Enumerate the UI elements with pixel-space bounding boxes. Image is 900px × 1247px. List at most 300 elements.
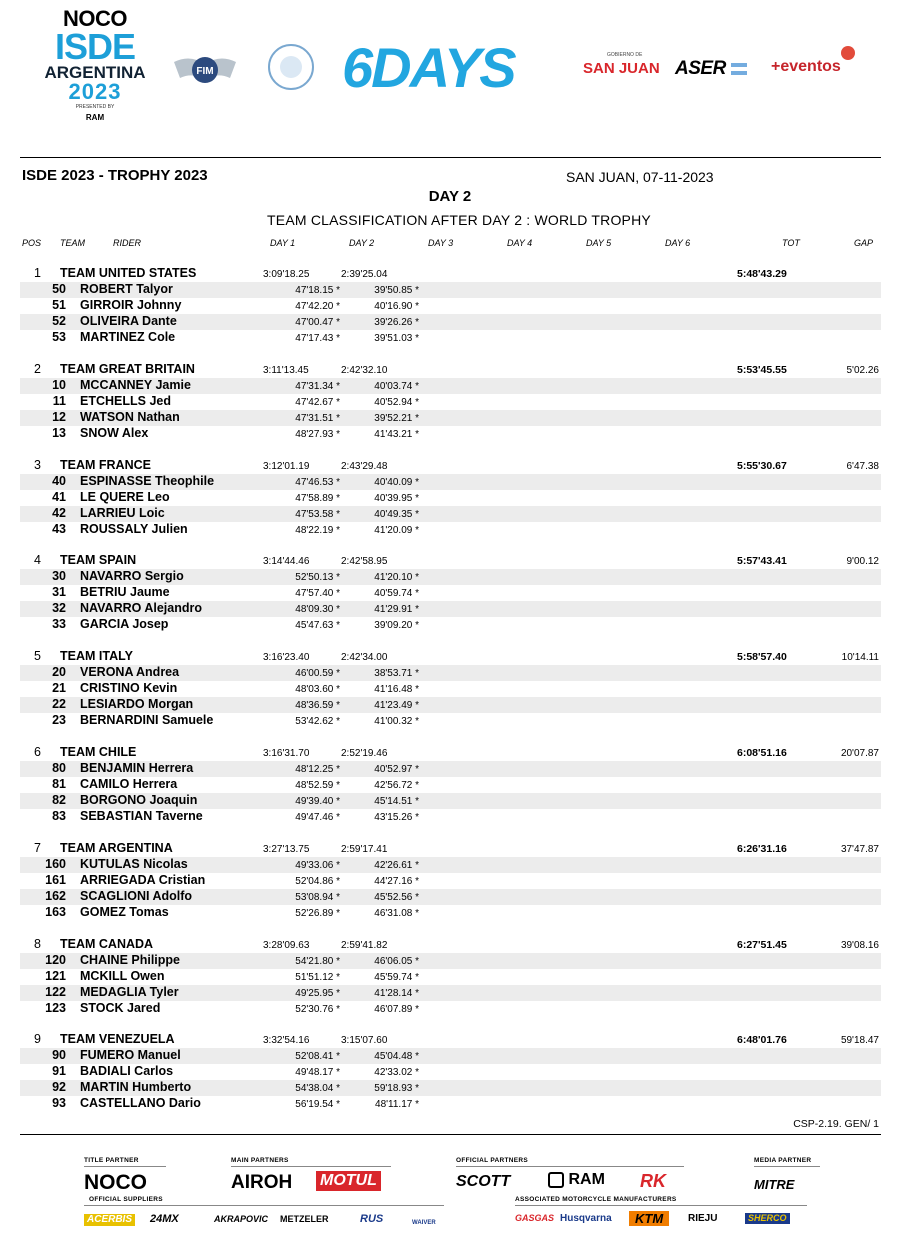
team-pos: 8 bbox=[34, 937, 41, 951]
col-day1: DAY 1 bbox=[270, 238, 296, 248]
rider-day2: 41'43.21 * bbox=[374, 429, 419, 440]
husqvarna-logo: Husqvarna bbox=[560, 1213, 612, 1224]
team-pos: 6 bbox=[34, 745, 41, 759]
rider-number: 22 bbox=[52, 697, 66, 711]
title-partner-label: TITLE PARTNER bbox=[84, 1157, 139, 1164]
rider-day1: 47'46.53 * bbox=[295, 477, 340, 488]
rider-row bbox=[20, 1096, 881, 1112]
rider-number: 81 bbox=[52, 777, 66, 791]
rider-row bbox=[20, 1001, 881, 1017]
rider-day1: 52'30.76 * bbox=[295, 1004, 340, 1015]
day-title: DAY 2 bbox=[428, 188, 472, 205]
rider-day1: 47'53.58 * bbox=[295, 509, 340, 520]
rider-number: 52 bbox=[52, 314, 66, 328]
rider-name: MCKILL Owen bbox=[80, 969, 165, 983]
sanjuan-logo bbox=[583, 52, 660, 77]
rider-day1: 49'47.46 * bbox=[295, 812, 340, 823]
ram-head-icon bbox=[548, 1172, 564, 1188]
doc-title: ISDE 2023 - TROPHY 2023 bbox=[22, 167, 208, 184]
team-pos: 9 bbox=[34, 1032, 41, 1046]
team-pos: 7 bbox=[34, 841, 41, 855]
rider-day1: 48'22.19 * bbox=[295, 525, 340, 536]
col-day6: DAY 6 bbox=[665, 238, 691, 248]
rider-day1: 51'51.12 * bbox=[295, 972, 340, 983]
rider-row bbox=[20, 777, 881, 793]
sixdays-logo: 6DAYS bbox=[342, 36, 515, 99]
rider-number: 123 bbox=[45, 1001, 66, 1015]
team-row bbox=[0, 937, 900, 953]
rider-name: GIRROIR Johnny bbox=[80, 298, 182, 312]
team-day2: 2:39'25.04 bbox=[341, 269, 388, 280]
team-day1: 3:09'18.25 bbox=[263, 269, 310, 280]
rider-day1: 46'00.59 * bbox=[295, 668, 340, 679]
camod-logo bbox=[268, 44, 314, 90]
rider-name: CASTELLANO Dario bbox=[80, 1096, 201, 1110]
footer-code: CSP-2.19. GEN/ 1 bbox=[793, 1118, 879, 1130]
rider-day1: 47'00.47 * bbox=[295, 317, 340, 328]
team-name: TEAM CHILE bbox=[60, 745, 137, 759]
team-row bbox=[0, 266, 900, 282]
rider-day2: 40'49.35 * bbox=[374, 509, 419, 520]
header-logos bbox=[0, 0, 900, 150]
rider-row bbox=[20, 665, 881, 681]
rider-day1: 47'17.43 * bbox=[295, 333, 340, 344]
rider-number: 83 bbox=[52, 809, 66, 823]
manufacturers-line bbox=[515, 1205, 807, 1206]
akrapovic-logo: AKRAPOVIC bbox=[214, 1214, 269, 1224]
twentyfourmx-logo: 24MX bbox=[150, 1213, 179, 1225]
team-row bbox=[0, 841, 900, 857]
rider-row bbox=[20, 793, 881, 809]
rider-number: 160 bbox=[45, 857, 66, 871]
team-gap: 10'14.11 bbox=[841, 652, 879, 663]
rider-name: LE QUERE Leo bbox=[80, 490, 170, 504]
rider-day2: 48'11.17 * bbox=[375, 1099, 419, 1110]
team-day2: 2:43'29.48 bbox=[341, 461, 388, 472]
col-gap: GAP bbox=[854, 238, 874, 248]
rider-day1: 48'52.59 * bbox=[295, 780, 340, 791]
rider-day1: 47'57.40 * bbox=[295, 588, 340, 599]
rider-number: 82 bbox=[52, 793, 66, 807]
team-total: 6:48'01.76 bbox=[737, 1034, 787, 1046]
rider-row bbox=[20, 394, 881, 410]
col-pos: POS bbox=[22, 238, 42, 248]
rider-row bbox=[20, 298, 881, 314]
title-partner-line bbox=[84, 1166, 166, 1167]
rider-row bbox=[20, 282, 881, 298]
bottom-divider bbox=[20, 1134, 881, 1135]
rider-number: 50 bbox=[52, 282, 66, 296]
team-pos: 4 bbox=[34, 553, 41, 567]
rider-name: FUMERO Manuel bbox=[80, 1048, 181, 1062]
rider-day2: 45'59.74 * bbox=[374, 972, 419, 983]
rider-number: 53 bbox=[52, 330, 66, 344]
rus-logo: RUS bbox=[360, 1213, 384, 1225]
rider-name: CHAINE Philippe bbox=[80, 953, 181, 967]
rieju-logo: RIEJU bbox=[688, 1213, 718, 1224]
rider-name: NAVARRO Sergio bbox=[80, 569, 184, 583]
rider-day2: 44'27.16 * bbox=[374, 876, 419, 887]
rider-day2: 39'52.21 * bbox=[374, 413, 419, 424]
rider-number: 120 bbox=[45, 953, 66, 967]
mitre-logo: MITRE bbox=[754, 1177, 795, 1192]
team-pos: 5 bbox=[34, 649, 41, 663]
team-name: TEAM GREAT BRITAIN bbox=[60, 362, 195, 376]
rider-day2: 40'39.95 * bbox=[374, 493, 419, 504]
rider-number: 93 bbox=[52, 1096, 66, 1110]
rider-number: 12 bbox=[52, 410, 66, 424]
rider-row bbox=[20, 474, 881, 490]
rider-day1: 48'03.60 * bbox=[295, 684, 340, 695]
rider-row bbox=[20, 1048, 881, 1064]
rider-number: 20 bbox=[52, 665, 66, 679]
fim-logo bbox=[172, 50, 238, 90]
rider-name: BERNARDINI Samuele bbox=[80, 713, 214, 727]
rider-day2: 41'20.09 * bbox=[374, 525, 419, 536]
rider-day2: 39'09.20 * bbox=[374, 620, 419, 631]
rider-row bbox=[20, 953, 881, 969]
rider-number: 122 bbox=[45, 985, 66, 999]
rider-name: SEBASTIAN Taverne bbox=[80, 809, 203, 823]
rider-day1: 47'18.15 * bbox=[295, 285, 340, 296]
team-day2: 2:42'34.00 bbox=[341, 652, 388, 663]
team-day2: 2:42'32.10 bbox=[341, 365, 388, 376]
rider-name: OLIVEIRA Dante bbox=[80, 314, 177, 328]
motul-logo: MOTUL bbox=[316, 1171, 381, 1191]
rider-number: 162 bbox=[45, 889, 66, 903]
acerbis-logo: ACERBIS bbox=[84, 1214, 135, 1226]
media-partner-label: MEDIA PARTNER bbox=[754, 1157, 812, 1164]
rider-day2: 43'15.26 * bbox=[374, 812, 419, 823]
doc-location-date: SAN JUAN, 07-11-2023 bbox=[566, 169, 714, 185]
rk-logo: RK bbox=[640, 1171, 666, 1191]
col-tot: TOT bbox=[782, 238, 800, 248]
team-gap: 59'18.47 bbox=[840, 1035, 879, 1046]
rider-name: BADIALI Carlos bbox=[80, 1064, 174, 1078]
rider-number: 21 bbox=[52, 681, 66, 695]
rider-row bbox=[20, 761, 881, 777]
team-name: TEAM FRANCE bbox=[60, 458, 151, 472]
rider-row bbox=[20, 506, 881, 522]
team-total: 6:27'51.45 bbox=[737, 939, 787, 951]
rider-day1: 47'31.51 * bbox=[295, 413, 340, 424]
rider-day2: 42'56.72 * bbox=[374, 780, 419, 791]
rider-row bbox=[20, 985, 881, 1001]
team-total: 5:57'43.41 bbox=[737, 555, 787, 567]
rider-name: ROBERT Talyor bbox=[80, 282, 173, 296]
col-day3: DAY 3 bbox=[428, 238, 454, 248]
rider-day1: 47'31.34 * bbox=[295, 381, 340, 392]
rider-row bbox=[20, 601, 881, 617]
rider-name: MCCANNEY Jamie bbox=[80, 378, 191, 392]
rider-name: LESIARDO Morgan bbox=[80, 697, 194, 711]
rider-day1: 53'08.94 * bbox=[295, 892, 340, 903]
rider-number: 42 bbox=[52, 506, 66, 520]
eventos-text: +eventos bbox=[771, 58, 841, 75]
noco-logo: NOCO bbox=[84, 1171, 147, 1194]
aser-logo bbox=[675, 58, 747, 80]
team-total: 5:53'45.55 bbox=[737, 364, 787, 376]
rider-day1: 48'36.59 * bbox=[295, 700, 340, 711]
rider-number: 11 bbox=[52, 394, 66, 408]
team-day2: 3:15'07.60 bbox=[341, 1035, 388, 1046]
col-rider: RIDER bbox=[113, 238, 142, 248]
col-day4: DAY 4 bbox=[507, 238, 533, 248]
rider-day2: 46'06.05 * bbox=[374, 956, 419, 967]
rider-number: 90 bbox=[52, 1048, 66, 1062]
rider-number: 30 bbox=[52, 569, 66, 583]
official-partners-line bbox=[456, 1166, 684, 1167]
rider-name: BORGONO Joaquin bbox=[80, 793, 198, 807]
team-day2: 2:42'58.95 bbox=[341, 556, 388, 567]
team-day1: 3:11'13.45 bbox=[263, 365, 309, 376]
rider-day2: 40'52.94 * bbox=[374, 397, 419, 408]
isde-logo-year: 2023 bbox=[68, 79, 122, 105]
aser-text: ASER bbox=[675, 58, 726, 79]
isde-logo-isde: ISDE bbox=[54, 26, 136, 67]
rider-number: 23 bbox=[52, 713, 66, 727]
rider-day2: 39'26.26 * bbox=[374, 317, 419, 328]
main-partners-line bbox=[231, 1166, 391, 1167]
team-day1: 3:28'09.63 bbox=[263, 940, 310, 951]
team-day1: 3:32'54.16 bbox=[263, 1035, 310, 1046]
rider-number: 32 bbox=[52, 601, 66, 615]
team-day1: 3:14'44.46 bbox=[263, 556, 310, 567]
rider-day1: 52'26.89 * bbox=[295, 908, 340, 919]
rider-day2: 41'20.10 * bbox=[374, 572, 419, 583]
rider-name: ROUSSALY Julien bbox=[80, 522, 188, 536]
team-gap: 5'02.26 bbox=[846, 365, 879, 376]
rider-row bbox=[20, 969, 881, 985]
rider-day2: 38'53.71 * bbox=[374, 668, 419, 679]
rider-row bbox=[20, 617, 881, 633]
rider-day2: 39'51.03 * bbox=[374, 333, 419, 344]
rider-name: VERONA Andrea bbox=[80, 665, 180, 679]
team-row bbox=[0, 362, 900, 378]
rider-day2: 40'52.97 * bbox=[374, 764, 419, 775]
isde-logo-presented: PRESENTED BY bbox=[75, 104, 115, 111]
team-name: TEAM CANADA bbox=[60, 937, 154, 951]
rider-name: CRISTINO Kevin bbox=[80, 681, 178, 695]
sanjuan-gov: GOBIERNO DE bbox=[607, 52, 643, 58]
team-day1: 3:27'13.75 bbox=[263, 844, 310, 855]
rider-day1: 54'38.04 * bbox=[295, 1083, 340, 1094]
rider-number: 161 bbox=[45, 873, 66, 887]
rider-day1: 49'48.17 * bbox=[295, 1067, 340, 1078]
rider-row bbox=[20, 905, 881, 921]
rider-day1: 54'21.80 * bbox=[295, 956, 340, 967]
rider-row bbox=[20, 378, 881, 394]
rider-row bbox=[20, 569, 881, 585]
team-row bbox=[0, 1032, 900, 1048]
team-row bbox=[0, 553, 900, 569]
team-row bbox=[0, 458, 900, 474]
rider-number: 13 bbox=[52, 426, 66, 440]
team-gap: 39'08.16 bbox=[840, 940, 879, 951]
team-day2: 2:52'19.46 bbox=[341, 748, 388, 759]
rider-number: 163 bbox=[45, 905, 66, 919]
rider-row bbox=[20, 330, 881, 346]
ram-logo bbox=[548, 1172, 605, 1188]
rider-day2: 42'33.02 * bbox=[374, 1067, 419, 1078]
rider-day2: 45'14.51 * bbox=[374, 796, 419, 807]
team-day1: 3:16'31.70 bbox=[263, 748, 310, 759]
team-total: 5:58'57.40 bbox=[737, 651, 787, 663]
media-partner-line bbox=[754, 1166, 820, 1167]
col-team: TEAM bbox=[60, 238, 86, 248]
sanjuan-text: SAN JUAN bbox=[583, 60, 660, 77]
rider-day1: 49'39.40 * bbox=[295, 796, 340, 807]
col-day2: DAY 2 bbox=[349, 238, 375, 248]
rider-row bbox=[20, 1064, 881, 1080]
rider-day2: 45'04.48 * bbox=[374, 1051, 419, 1062]
rider-name: MARTINEZ Cole bbox=[80, 330, 176, 344]
rider-name: GARCIA Josep bbox=[80, 617, 169, 631]
rider-day2: 40'59.74 * bbox=[374, 588, 419, 599]
isde-logo-argentina: ARGENTINA bbox=[44, 63, 146, 83]
isde-logo-noco: NOCO bbox=[63, 6, 127, 31]
rider-name: NAVARRO Alejandro bbox=[80, 601, 202, 615]
rider-day2: 39'50.85 * bbox=[374, 285, 419, 296]
ktm-logo: KTM bbox=[629, 1211, 669, 1226]
team-gap: 9'00.12 bbox=[846, 556, 879, 567]
rider-number: 92 bbox=[52, 1080, 66, 1094]
metzeler-logo: METZELER bbox=[280, 1214, 329, 1224]
rider-name: ARRIEGADA Cristian bbox=[80, 873, 206, 887]
team-total: 5:55'30.67 bbox=[737, 460, 787, 472]
team-row bbox=[0, 649, 900, 665]
team-total: 6:08'51.16 bbox=[737, 747, 787, 759]
main-partners-label: MAIN PARTNERS bbox=[231, 1157, 289, 1164]
rider-day1: 49'25.95 * bbox=[295, 988, 340, 999]
team-pos: 1 bbox=[34, 266, 41, 280]
rider-day2: 41'00.32 * bbox=[374, 716, 419, 727]
rider-name: WATSON Nathan bbox=[80, 410, 180, 424]
rider-name: BETRIU Jaume bbox=[80, 585, 170, 599]
rider-name: SCAGLIONI Adolfo bbox=[80, 889, 193, 903]
rider-day2: 45'52.56 * bbox=[374, 892, 419, 903]
waiver-logo: WAIVER bbox=[412, 1220, 436, 1226]
rider-name: BENJAMIN Herrera bbox=[80, 761, 194, 775]
rider-number: 40 bbox=[52, 474, 66, 488]
team-name: TEAM VENEZUELA bbox=[60, 1032, 175, 1046]
rider-day1: 52'50.13 * bbox=[295, 572, 340, 583]
rider-row bbox=[20, 1080, 881, 1096]
rider-row bbox=[20, 857, 881, 873]
rider-row bbox=[20, 585, 881, 601]
rider-day2: 59'18.93 * bbox=[374, 1083, 419, 1094]
manufacturers-label: ASSOCIATED MOTORCYCLE MANUFACTURERS bbox=[515, 1196, 677, 1203]
team-name: TEAM SPAIN bbox=[60, 553, 137, 567]
sherco-logo: SHERCO bbox=[745, 1213, 790, 1224]
col-day5: DAY 5 bbox=[586, 238, 612, 248]
eventos-badge-icon bbox=[841, 46, 855, 60]
team-name: TEAM UNITED STATES bbox=[60, 266, 197, 280]
rider-day2: 41'29.91 * bbox=[374, 604, 419, 615]
gasgas-logo: GASGAS bbox=[515, 1213, 555, 1223]
team-day1: 3:12'01.19 bbox=[263, 461, 310, 472]
official-suppliers-label: OFFICIAL SUPPLIERS bbox=[89, 1196, 163, 1203]
rider-day2: 40'40.09 * bbox=[374, 477, 419, 488]
rider-number: 51 bbox=[52, 298, 66, 312]
rider-day2: 42'26.61 * bbox=[374, 860, 419, 871]
isde-logo-ram: RAM bbox=[85, 113, 105, 123]
rider-day1: 48'27.93 * bbox=[295, 429, 340, 440]
eventos-logo bbox=[771, 58, 841, 76]
rider-number: 91 bbox=[52, 1064, 66, 1078]
rider-row bbox=[20, 490, 881, 506]
rider-day1: 56'19.54 * bbox=[295, 1099, 340, 1110]
top-divider bbox=[20, 157, 881, 158]
argentina-flag-icon bbox=[731, 63, 747, 75]
team-day2: 2:59'17.41 bbox=[341, 844, 388, 855]
official-suppliers-line bbox=[84, 1205, 444, 1206]
rider-row bbox=[20, 426, 881, 442]
rider-name: LARRIEU Loic bbox=[80, 506, 165, 520]
rider-number: 10 bbox=[52, 378, 66, 392]
rider-number: 33 bbox=[52, 617, 66, 631]
team-day1: 3:16'23.40 bbox=[263, 652, 310, 663]
rider-day1: 45'47.63 * bbox=[295, 620, 340, 631]
rider-row bbox=[20, 522, 881, 538]
rider-day2: 41'23.49 * bbox=[374, 700, 419, 711]
fim-logo-text: FIM bbox=[196, 66, 214, 77]
isde-logo bbox=[40, 8, 150, 122]
rider-name: MEDAGLIA Tyler bbox=[80, 985, 179, 999]
rider-name: ETCHELLS Jed bbox=[80, 394, 171, 408]
rider-row bbox=[20, 410, 881, 426]
team-pos: 2 bbox=[34, 362, 41, 376]
rider-row bbox=[20, 681, 881, 697]
official-partners-label: OFFICIAL PARTNERS bbox=[456, 1157, 529, 1164]
rider-row bbox=[20, 873, 881, 889]
rider-name: MARTIN Humberto bbox=[80, 1080, 192, 1094]
rider-name: STOCK Jared bbox=[80, 1001, 161, 1015]
rider-name: ESPINASSE Theophile bbox=[80, 474, 215, 488]
rider-row bbox=[20, 314, 881, 330]
scott-logo: SCOTT bbox=[456, 1173, 511, 1190]
rider-day1: 47'42.67 * bbox=[295, 397, 340, 408]
rider-name: KUTULAS Nicolas bbox=[80, 857, 188, 871]
rider-day1: 49'33.06 * bbox=[295, 860, 340, 871]
classification-title: TEAM CLASSIFICATION AFTER DAY 2 : WORLD TROPHY bbox=[267, 212, 651, 228]
team-pos: 3 bbox=[34, 458, 41, 472]
rider-day2: 41'16.48 * bbox=[374, 684, 419, 695]
rider-number: 41 bbox=[52, 490, 66, 504]
rider-name: SNOW Alex bbox=[80, 426, 149, 440]
team-row bbox=[0, 745, 900, 761]
team-total: 5:48'43.29 bbox=[737, 268, 787, 280]
rider-day2: 46'07.89 * bbox=[374, 1004, 419, 1015]
team-name: TEAM ITALY bbox=[60, 649, 133, 663]
rider-number: 80 bbox=[52, 761, 66, 775]
rider-day1: 53'42.62 * bbox=[295, 716, 340, 727]
team-name: TEAM ARGENTINA bbox=[60, 841, 173, 855]
team-gap: 20'07.87 bbox=[840, 748, 879, 759]
team-gap: 37'47.87 bbox=[840, 844, 879, 855]
airoh-logo: AIROH bbox=[231, 1172, 293, 1193]
rider-name: GOMEZ Tomas bbox=[80, 905, 169, 919]
rider-day1: 48'12.25 * bbox=[295, 764, 340, 775]
rider-day1: 52'04.86 * bbox=[295, 876, 340, 887]
rider-row bbox=[20, 697, 881, 713]
rider-name: CAMILO Herrera bbox=[80, 777, 178, 791]
rider-day1: 52'08.41 * bbox=[295, 1051, 340, 1062]
rider-row bbox=[20, 889, 881, 905]
rider-row bbox=[20, 809, 881, 825]
rider-day1: 47'42.20 * bbox=[295, 301, 340, 312]
rider-day2: 40'03.74 * bbox=[374, 381, 419, 392]
